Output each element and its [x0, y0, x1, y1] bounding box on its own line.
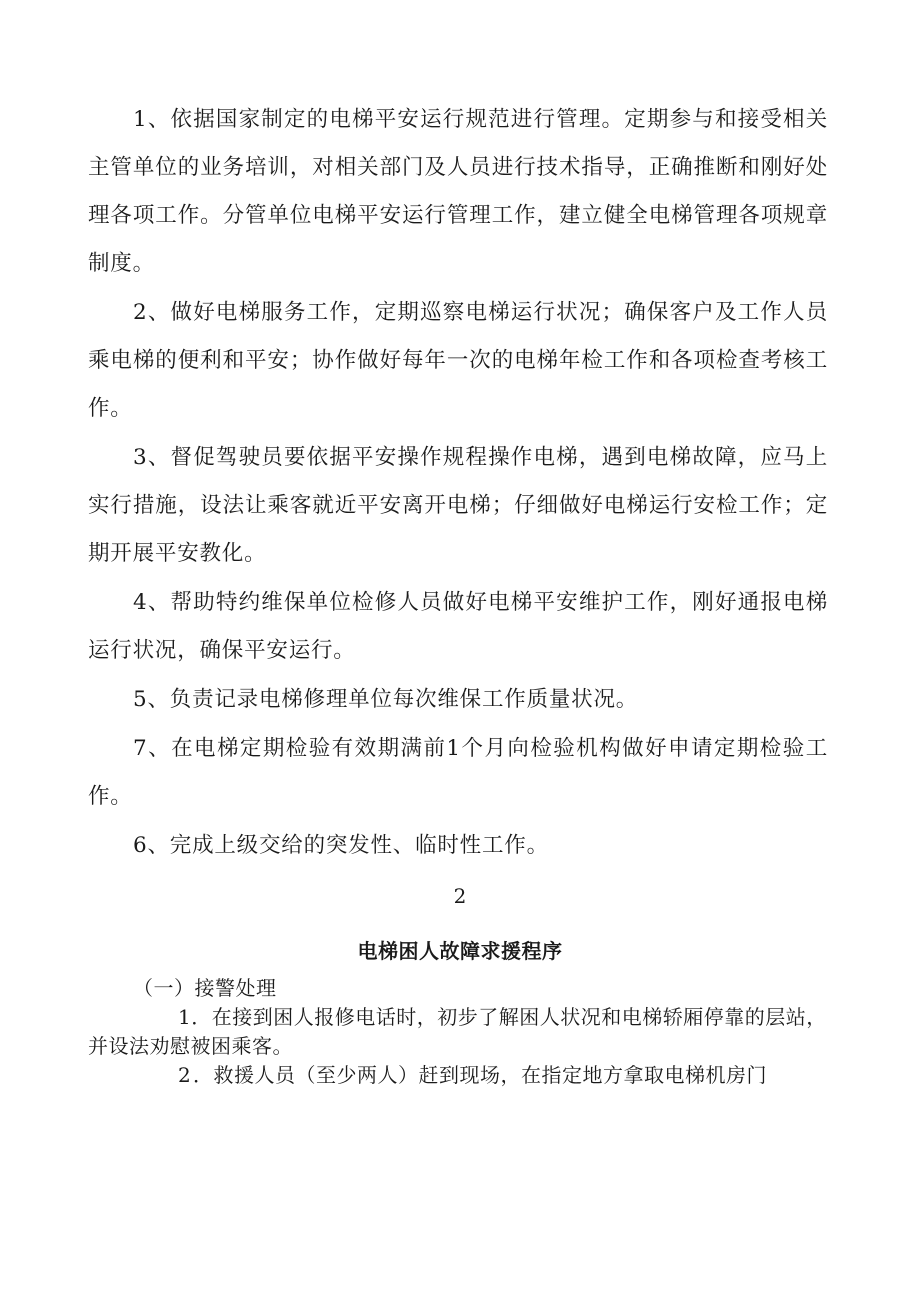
- paragraph-1: 1、依据国家制定的电梯平安运行规范进行管理。定期参与和接受相关主管单位的业务培训，对相关部门及人员进行技术指导，正确推断和刚好处理各项工作。分管单位电梯平安运行管理工作，建立健全电梯管理各项规章制度。: [88, 107, 828, 276]
- step-2: [88, 1061, 828, 1090]
- rescue-procedure: [88, 974, 828, 1090]
- responsibilities-section: [88, 96, 828, 871]
- paragraph-6: 6、完成上级交给的突发性、临时性工作。: [133, 833, 549, 858]
- step-number: 1: [178, 1005, 192, 1029]
- step-number: 2: [178, 1063, 192, 1087]
- page-number: 2: [453, 884, 467, 908]
- paragraph-5: 5、负责记录电梯修理单位每次维保工作质量状况。: [133, 687, 639, 712]
- paragraph-2: 2、做好电梯服务工作，定期巡察电梯运行状况；确保客户及工作人员乘电梯的便利和平安；协作做好每年一次的电梯年检工作和各项检查考核工作。: [88, 300, 828, 421]
- paragraph-4: 4、帮助特约维保单位检修人员做好电梯平安维护工作，刚好通报电梯运行状况，确保平安运行。: [88, 590, 828, 663]
- subheading: （一）接警处理: [133, 976, 277, 1000]
- step-text: ．在接到困人报修电话时，初步了解困人状况和电梯轿厢停靠的层站，并设法劝慰被困乘客。: [88, 1005, 827, 1058]
- step-text: ．救援人员（至少两人）赶到现场，在指定地方拿取电梯机房门: [193, 1063, 767, 1087]
- step-1: [88, 1003, 828, 1061]
- paragraph-3: 3、督促驾驶员要依据平安操作规程操作电梯，遇到电梯故障，应马上实行措施，设法让乘客就近平安离开电梯；仔细做好电梯运行安检工作；定期开展平安教化。: [88, 445, 828, 566]
- section-title: 电梯困人故障求援程序: [357, 939, 563, 963]
- paragraph-7: 7、在电梯定期检验有效期满前1个月向检验机构做好申请定期检验工作。: [88, 736, 828, 809]
